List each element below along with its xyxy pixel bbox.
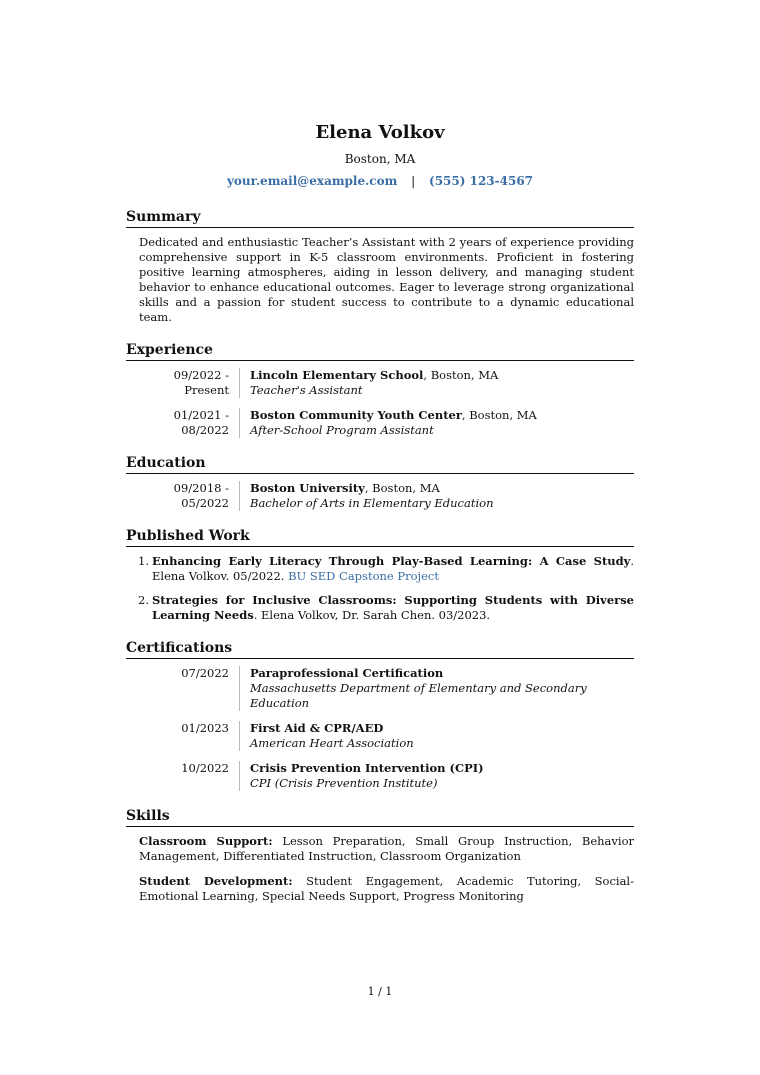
education-section bbox=[126, 454, 634, 511]
certification-name: Crisis Prevention Intervention (CPI) bbox=[250, 761, 484, 775]
summary-text: Dedicated and enthusiastic Teacher’s Assistant with 2 years of experience providing comprehensive support in K-5 classroom environments. Proficient in fostering positive learning atmospheres, aiding in lesson delivery, and managing student behavior to enhance educational outcomes. Eager to leverage strong organizational skills and a passion for student success to contribute to a dynamic educational team. bbox=[139, 235, 634, 324]
candidate-location: Boston, MA bbox=[344, 152, 416, 166]
contact-separator: | bbox=[411, 174, 416, 188]
entry-date: 07/2022 bbox=[181, 666, 229, 680]
publication-number: 2. bbox=[138, 593, 149, 607]
section-title-published-work: Published Work bbox=[126, 527, 634, 547]
certification-name: Paraprofessional Certification bbox=[250, 666, 444, 680]
certification-entry bbox=[126, 721, 634, 751]
publication-title: Enhancing Early Literacy Through Play-Based Learning: A Case Study bbox=[152, 554, 631, 568]
section-title-experience: Experience bbox=[126, 341, 634, 361]
publication-list bbox=[126, 554, 634, 623]
experience-entry bbox=[126, 368, 634, 398]
publication-item bbox=[138, 593, 634, 623]
certification-issuer: CPI (Crisis Prevention Institute) bbox=[250, 776, 438, 790]
skill-text: Lesson Preparation, Small Group Instruction, Behavior Management, Differentiated Instruction, Classroom Organization bbox=[139, 834, 635, 863]
publication-details: . Elena Volkov. 05/2022. bbox=[152, 554, 634, 583]
entry-location: , Boston, MA bbox=[461, 408, 537, 422]
section-title-summary: Summary bbox=[126, 208, 634, 228]
skill-label: Student Development: bbox=[139, 874, 293, 888]
candidate-name: Elena Volkov bbox=[315, 122, 445, 143]
entry-date: 01/2021 - 08/2022 bbox=[173, 408, 229, 437]
certification-issuer: Massachusetts Department of Elementary and Secondary Education bbox=[250, 681, 587, 710]
skill-row bbox=[139, 834, 634, 864]
publication-link[interactable]: BU SED Capstone Project bbox=[288, 569, 439, 583]
phone-link[interactable]: (555) 123-4567 bbox=[429, 174, 534, 188]
certification-name: First Aid & CPR/AED bbox=[250, 721, 384, 735]
entry-institution: Boston University bbox=[250, 481, 365, 495]
experience-section bbox=[126, 341, 634, 438]
resume-content bbox=[126, 208, 634, 920]
section-title-education: Education bbox=[126, 454, 634, 474]
entry-date: 09/2018 - 05/2022 bbox=[173, 481, 229, 510]
skill-row bbox=[139, 874, 634, 904]
entry-date: 10/2022 bbox=[181, 761, 229, 775]
entry-date: 01/2023 bbox=[181, 721, 229, 735]
entry-location: , Boston, MA bbox=[423, 368, 499, 382]
certification-issuer: American Heart Association bbox=[250, 736, 414, 750]
email-link[interactable]: your.email@example.com bbox=[226, 174, 398, 188]
entry-organization: Lincoln Elementary School bbox=[250, 368, 424, 382]
education-entry bbox=[126, 481, 634, 511]
entry-role: After-School Program Assistant bbox=[250, 423, 434, 437]
certification-entry bbox=[126, 761, 634, 791]
skill-text: Student Engagement, Academic Tutoring, Social-Emotional Learning, Special Needs Support, Progress Monitoring bbox=[139, 874, 634, 903]
section-title-skills: Skills bbox=[126, 807, 634, 827]
certification-entry bbox=[126, 666, 634, 711]
skill-label: Classroom Support: bbox=[139, 834, 273, 848]
entry-location: , Boston, MA bbox=[364, 481, 440, 495]
publication-item bbox=[138, 554, 634, 584]
resume-header bbox=[0, 123, 760, 188]
published-work-section bbox=[126, 527, 634, 623]
certifications-section bbox=[126, 639, 634, 791]
entry-role: Teacher's Assistant bbox=[250, 383, 363, 397]
publication-title: Strategies for Inclusive Classrooms: Supporting Students with Diverse Learning Needs bbox=[152, 593, 634, 622]
entry-organization: Boston Community Youth Center bbox=[250, 408, 462, 422]
contact-line bbox=[0, 174, 760, 188]
publication-number: 1. bbox=[138, 554, 149, 568]
section-title-certifications: Certifications bbox=[126, 639, 634, 659]
skills-section bbox=[126, 807, 634, 904]
summary-section bbox=[126, 208, 634, 325]
experience-entry bbox=[126, 408, 634, 438]
publication-details: . Elena Volkov, Dr. Sarah Chen. 03/2023. bbox=[253, 608, 491, 622]
entry-degree: Bachelor of Arts in Elementary Education bbox=[250, 496, 494, 510]
page-number: 1 / 1 bbox=[367, 985, 393, 998]
entry-date: 09/2022 - Present bbox=[173, 368, 229, 397]
